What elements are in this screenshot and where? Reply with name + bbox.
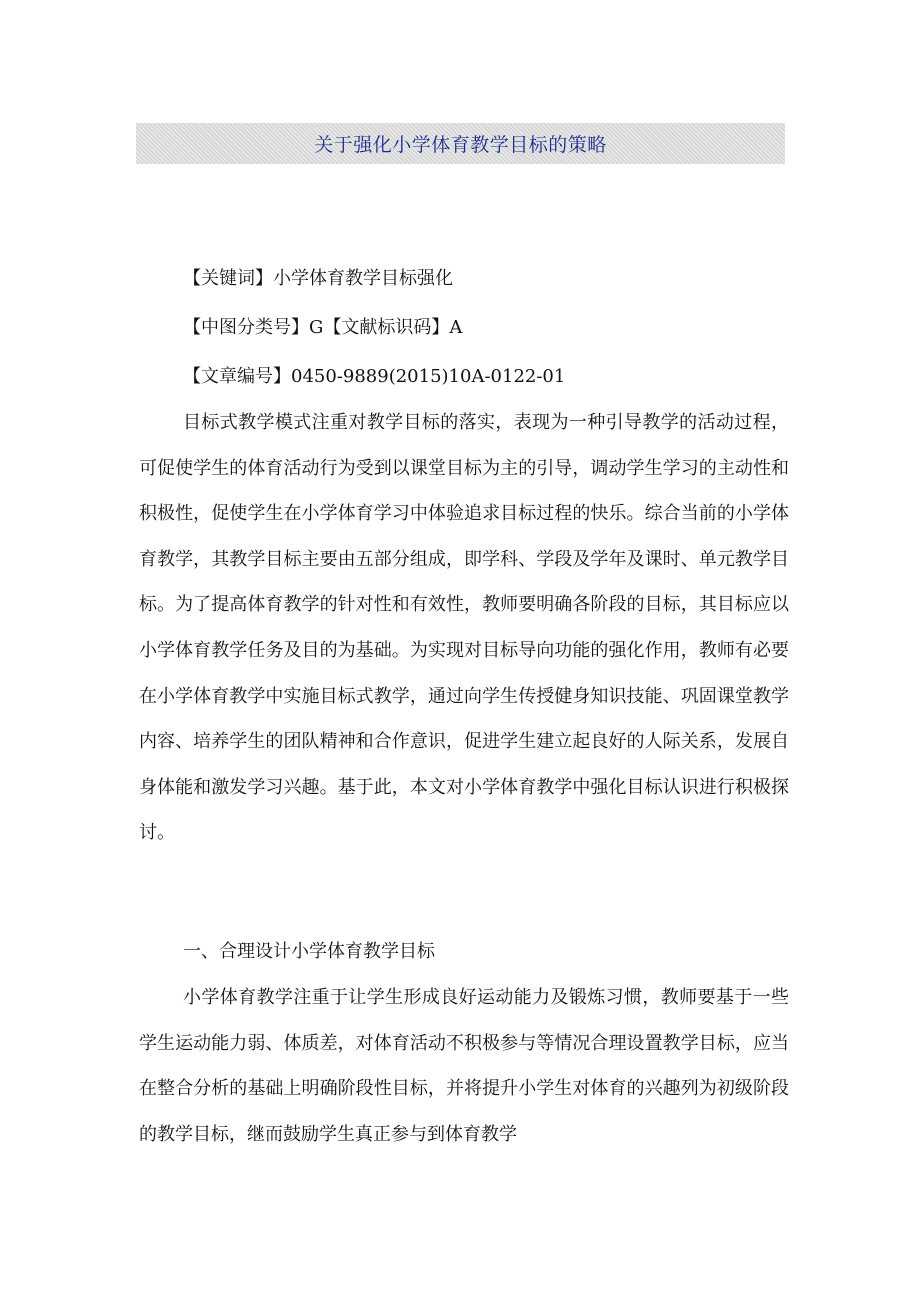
section-1-heading: 一、合理设计小学体育教学目标 — [183, 941, 435, 962]
document-title: 关于强化小学体育教学目标的策略 — [314, 134, 607, 156]
title-banner — [136, 123, 785, 164]
article-number-line: 【文章编号】0450-9889(2015)10A-0122-01 — [183, 366, 566, 387]
classification-line: 【中图分类号】G【文献标识码】A — [183, 317, 463, 338]
body-paragraph-1: 目标式教学模式注重对教学目标的落实，表现为一种引导教学的活动过程，可促使学生的体育活动行为受到以课堂目标为主的引导，调动学生学习的主动性和积极性，促使学生在小学体育学习中体验追求目标过程的快乐。综合当前的小学体育教学，其教学目标主要由五部分组成，即学科、学段及学年及课时、单元教学目标。为了提高体育教学的针对性和有效性，教师要明确各阶段的目标，其目标应以小学体育教学任务及目的为基础。为实现对目标导向功能的强化作用，教师有必要在小学体育教学中实施目标式教学，通过向学生传授健身知识技能、巩固课堂教学内容、培养学生的团队精神和合作意识，促进学生建立起良好的人际关系，发展自身体能和激发学习兴趣。基于此，本文对小学体育教学中强化目标认识进行积极探讨。 — [139, 412, 789, 844]
keywords-line: 【关键词】小学体育教学目标强化 — [183, 268, 453, 289]
body-paragraph-2: 小学体育教学注重于让学生形成良好运动能力及锻炼习惯，教师要基于一些学生运动能力弱、体质差，对体育活动不积极参与等情况合理设置教学目标，应当在整合分析的基础上明确阶段性目标，并将提升小学生对体育的兴趣列为初级阶段的教学目标，继而鼓励学生真正参与到体育教学 — [139, 987, 789, 1145]
